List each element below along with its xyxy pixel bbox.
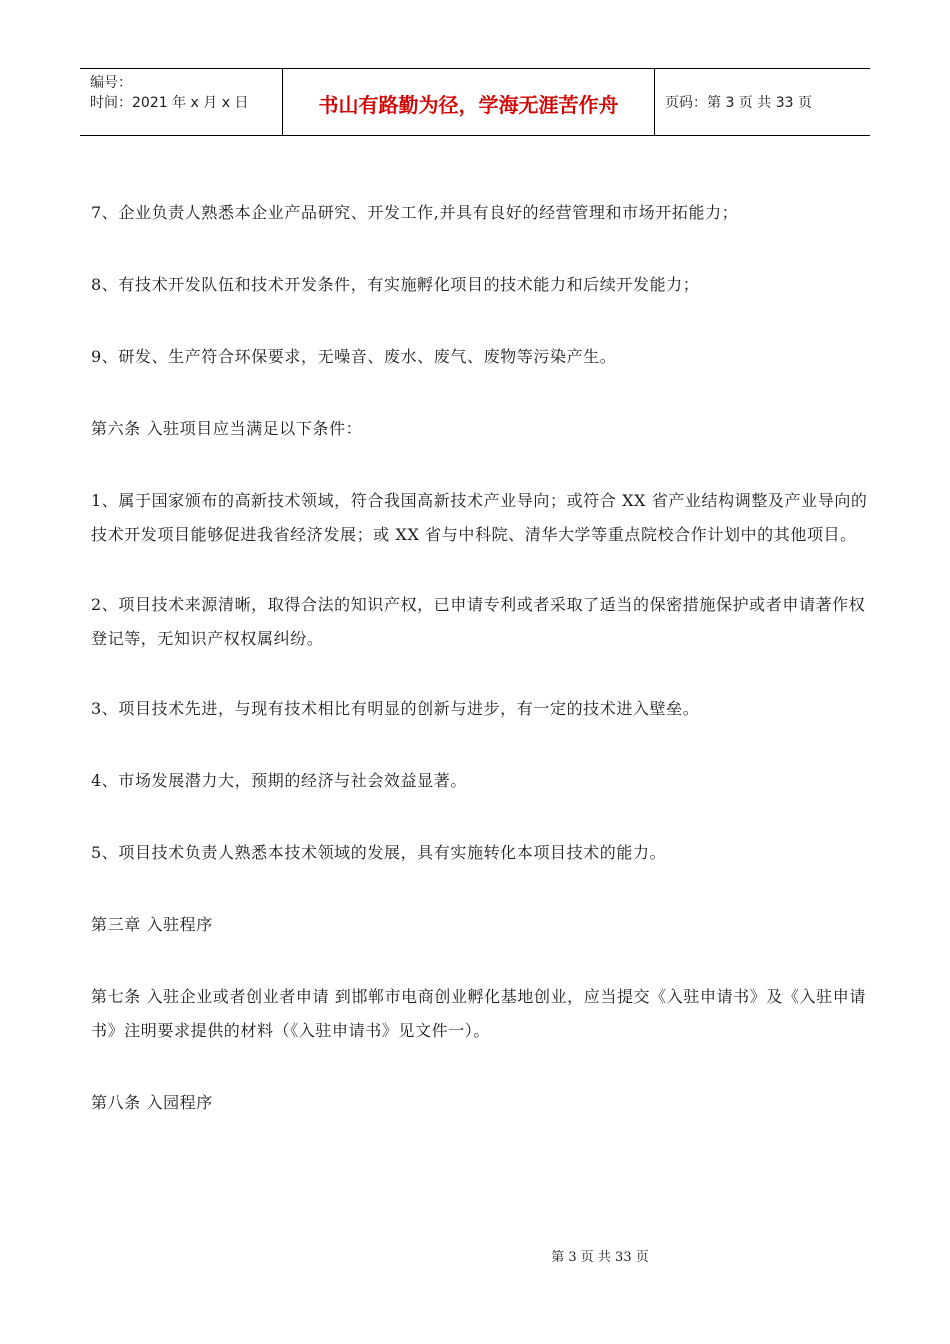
footer-page-number: 第 3 页 共 33 页 [551,1250,649,1265]
header-info-cell [80,69,282,135]
section-heading: 第六条 入驻项目应当满足以下条件： [91,419,363,438]
header-page-number: 页码：第 3 页 共 33 页 [665,95,812,111]
section-heading: 第八条 入园程序 [91,1093,213,1112]
document-number-label: 编号： [90,75,132,91]
page-footer [0,1246,950,1265]
paragraph: 第七条 入驻企业或者创业者申请 到邯郸市电商创业孵化基地创业，应当提交《入驻申请书》及《入驻申请书》注明要求提供的材料（《入驻申请书》见文件一）。 [91,987,866,1040]
chapter-heading: 第三章 入驻程序 [91,915,213,934]
paragraph: 9、研发、生产符合环保要求，无噪音、废水、废气、废物等污染产生。 [91,347,617,366]
header-page-cell [655,69,870,135]
paragraph: 8、有技术开发队伍和技术开发条件，有实施孵化项目的技术能力和后续开发能力； [91,275,700,294]
paragraph: 3、项目技术先进，与现有技术相比有明显的创新与进步，有一定的技术进入壁垒。 [91,699,700,718]
document-header [80,68,870,136]
paragraph: 5、项目技术负责人熟悉本技术领域的发展，具有实施转化本项目技术的能力。 [91,843,667,862]
paragraph: 1、属于国家颁布的高新技术领域，符合我国高新技术产业导向；或符合 XX 省产业结构调整及产业导向的技术开发项目能够促进我省经济发展；或 XX 省与中科院、清华大学等重点院校合作计划中的其他项目。 [91,491,868,544]
paragraph: 4、市场发展潜力大，预期的经济与社会效益显著。 [91,771,467,790]
header-motto-cell [282,69,655,135]
document-body [91,196,871,1120]
paragraph: 2、项目技术来源清晰，取得合法的知识产权，已申请专利或者采取了适当的保密措施保护或者申请著作权登记等，无知识产权权属纠纷。 [91,595,866,648]
document-time-label: 时间：2021 年 x 月 x 日 [90,95,249,111]
header-motto: 书山有路勤为径，学海无涯苦作舟 [318,92,619,117]
paragraph: 7、企业负责人熟悉本企业产品研究、开发工作,并具有良好的经营管理和市场开拓能力； [91,203,739,222]
